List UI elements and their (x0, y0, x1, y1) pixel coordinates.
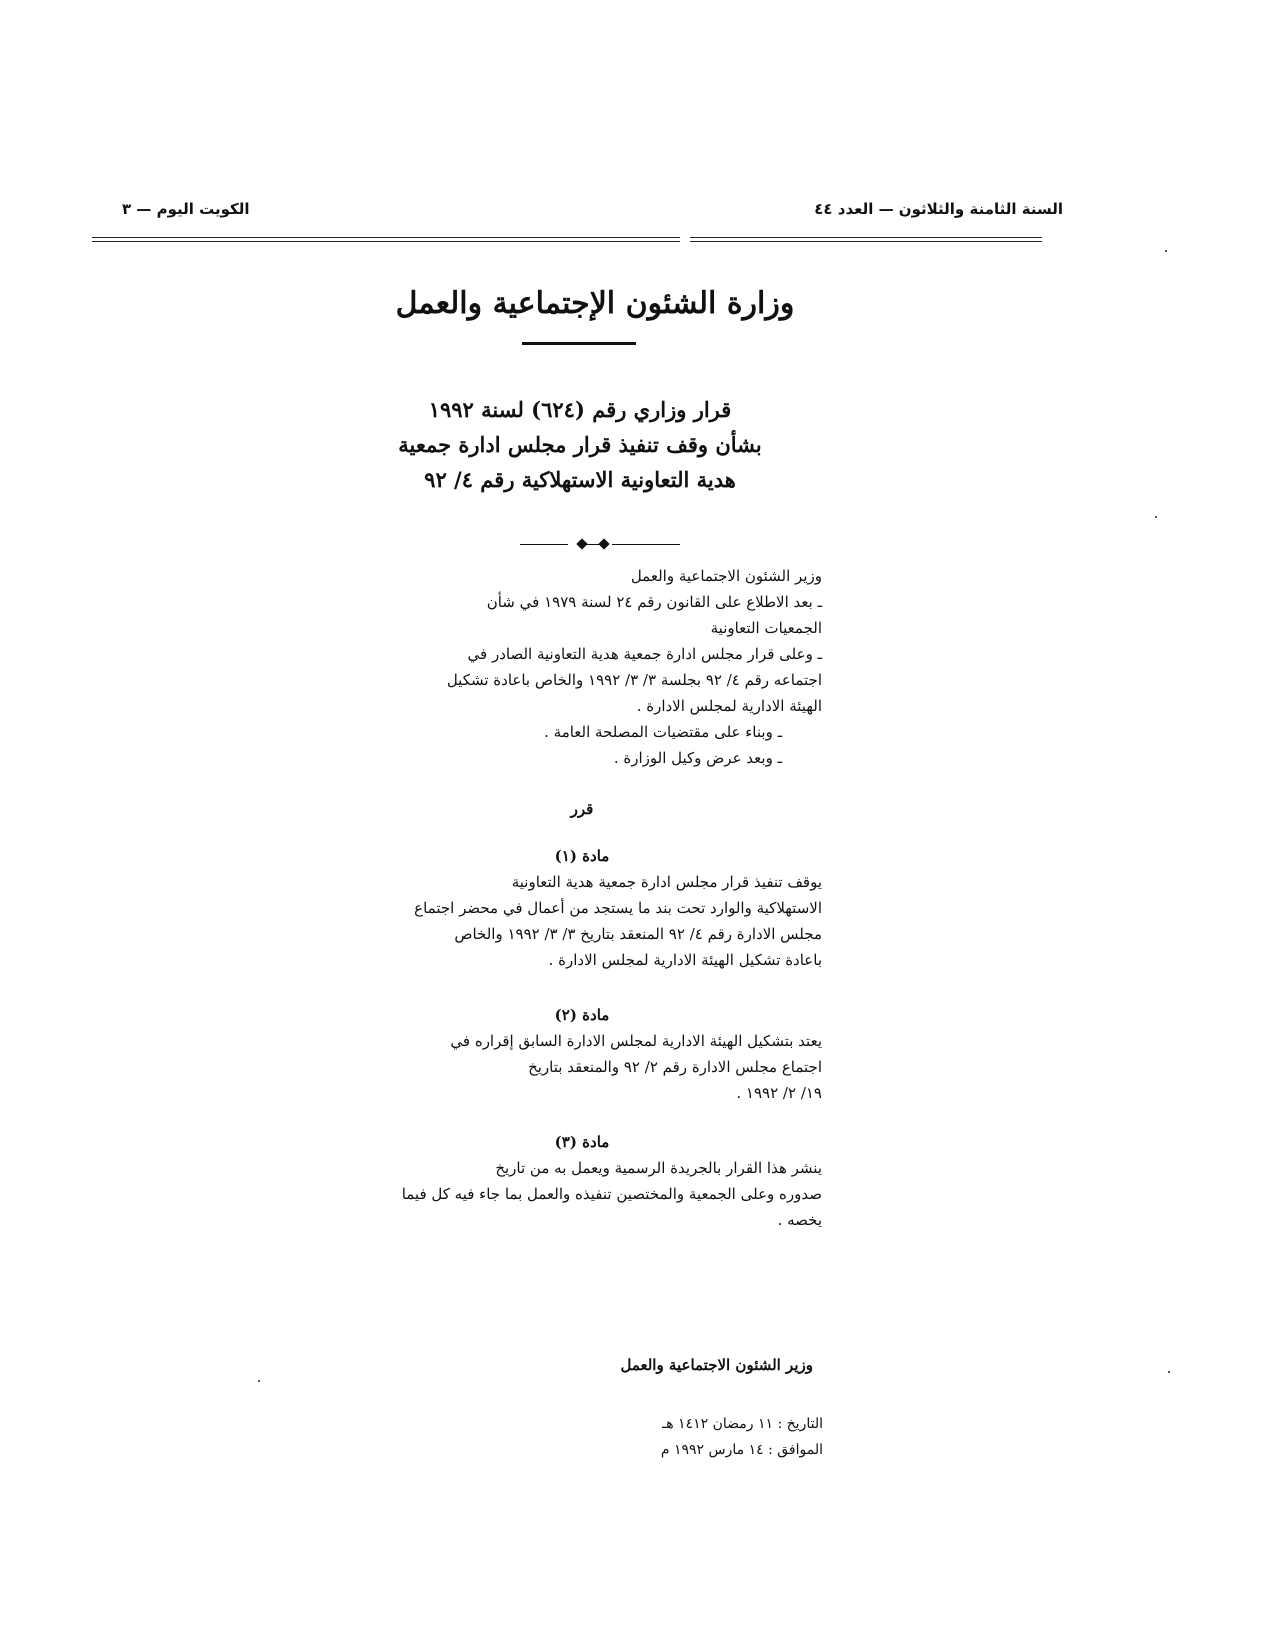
article-heading: مادة (٢) (554, 1006, 610, 1024)
hijri-date: التاريخ : ١١ رمضان ١٤١٢ هـ (662, 1416, 823, 1432)
gregorian-date: الموافق : ١٤ مارس ١٩٩٢ م (660, 1442, 823, 1458)
header-issue: السنة الثامنة والثلاثون — العدد ٤٤ (814, 200, 1063, 218)
article-line: الاستهلاكية والوارد تحت بند ما يستجد من أعمال في محضر اجتماع (414, 899, 822, 917)
decree-title-line: قرار وزاري رقم (٦٢٤) لسنة ١٩٩٢ (428, 397, 732, 422)
decided-heading: قرر (570, 800, 594, 818)
ornament-divider (520, 540, 680, 550)
ministry-heading: وزارة الشئون الإجتماعية والعمل (395, 286, 795, 321)
article-line: يخصه . (777, 1211, 822, 1229)
preamble-clause: اجتماعه رقم ٤/ ٩٢ بجلسة ٣/ ٣/ ١٩٩٢ والخاص باعادة تشكيل (446, 671, 822, 689)
ministry-underline (522, 342, 636, 345)
signature: وزير الشئون الاجتماعية والعمل (620, 1356, 813, 1374)
article-heading: مادة (١) (554, 847, 610, 865)
header-rule-right (690, 237, 1042, 238)
decree-title-line: هدية التعاونية الاستهلاكية رقم ٤/ ٩٢ (424, 467, 736, 492)
preamble-clause: ـ وبعد عرض وكيل الوزارة . (613, 749, 782, 767)
decree-title-line: بشأن وقف تنفيذ قرار مجلس ادارة جمعية (398, 432, 762, 457)
preamble-clause: ـ بعد الاطلاع على القانون رقم ٢٤ لسنة ١٩٧٩ في شأن (486, 593, 822, 611)
article-body (342, 1155, 822, 1233)
header-rule-left-2 (92, 241, 680, 242)
article-line: يوقف تنفيذ قرار مجلس ادارة جمعية هدية التعاونية (511, 873, 822, 891)
preamble-minister: وزير الشئون الاجتماعية والعمل (630, 567, 822, 585)
article-line: يعتد بتشكيل الهيئة الادارية لمجلس الادارة السابق إقراره في (450, 1032, 822, 1050)
header-rule-right-2 (690, 241, 1042, 242)
article-line: ينشر هذا القرار بالجريدة الرسمية ويعمل به من تاريخ (495, 1159, 822, 1177)
article-line: مجلس الادارة رقم ٤/ ٩٢ المنعقد بتاريخ ٣/ ٣/ ١٩٩٢ والخاص (454, 925, 822, 943)
preamble-clause: الهيئة الادارية لمجلس الادارة . (636, 697, 822, 715)
article-line: ١٩/ ٢/ ١٩٩٢ . (736, 1084, 822, 1102)
decree-title (370, 392, 790, 497)
article-line: اجتماع مجلس الادارة رقم ٢/ ٩٢ والمنعقد بتاريخ (528, 1058, 822, 1076)
header-page-number: الكويت اليوم — ٣ (122, 200, 250, 218)
article-line: باعادة تشكيل الهيئة الادارية لمجلس الادارة . (548, 951, 822, 969)
article-body (342, 869, 822, 973)
article-body (342, 1028, 822, 1106)
preamble-clause: ـ وبناء على مقتضيات المصلحة العامة . (544, 723, 782, 741)
article-line: صدوره وعلى الجمعية والمختصين تنفيذه والعمل بما جاء فيه كل فيما (401, 1185, 822, 1203)
preamble-clause: الجمعيات التعاونية (710, 619, 822, 637)
header-rule-left (92, 237, 680, 238)
article-heading: مادة (٣) (554, 1133, 610, 1151)
preamble (342, 563, 822, 771)
preamble-clause: ـ وعلى قرار مجلس ادارة جمعية هدية التعاونية الصادر في (467, 645, 822, 663)
dates-block (661, 1411, 823, 1463)
